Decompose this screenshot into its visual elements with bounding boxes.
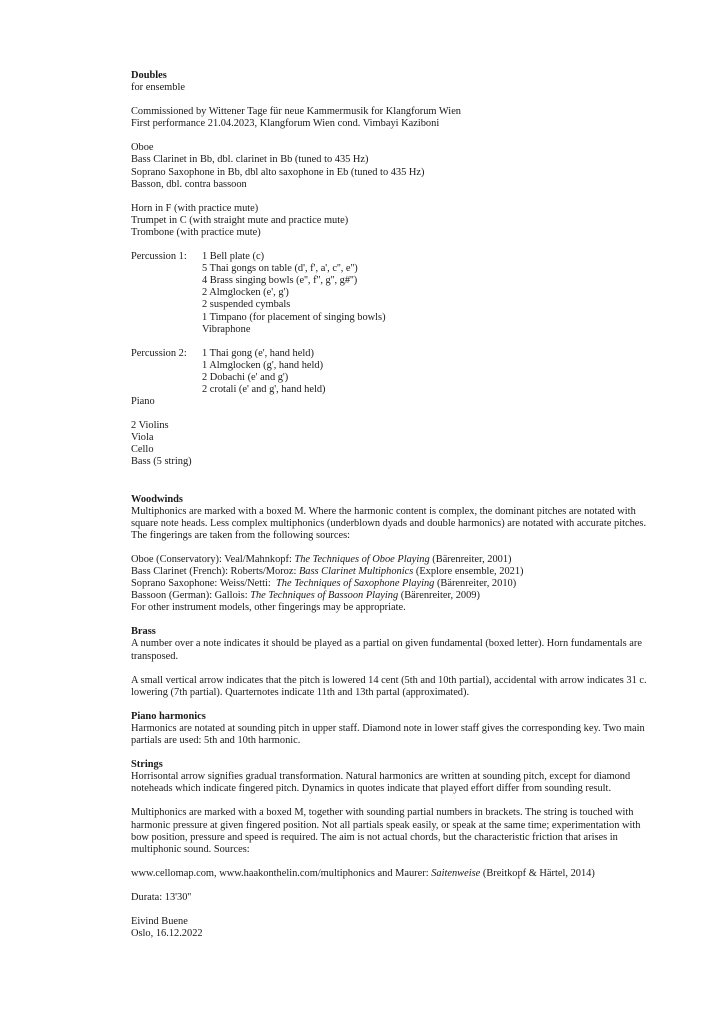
- instrument-line: Viola: [131, 432, 154, 444]
- section-text: Multiphonics are marked with a boxed M, together with sounding partial numbers in brackets. The string is touched with harmonic pressure at given fingered position. Not all partials speak easily, or speak at the same time; experimentation with bow position, pressure and speed is required. The aim is not actual chords, but the characteristic friction that arises in multiphonic sound. Sources:: [131, 807, 641, 855]
- percussion-item: 1 Almglocken (g', hand held): [202, 359, 324, 371]
- section-note: For other instrument models, other fingerings may be appropriate.: [131, 602, 406, 614]
- instrument-line: Oboe: [131, 142, 154, 154]
- instrument-line: Soprano Saxophone in Bb, dbl alto saxophone in Eb (tuned to 435 Hz): [131, 166, 425, 178]
- percussion-item: 4 Brass singing bowls (e'', f'', g'', g#''): [202, 275, 358, 287]
- instrumentation-woodwinds: [131, 142, 651, 190]
- section-heading: Piano harmonics: [131, 710, 206, 722]
- durata: Durata: 13'30'': [131, 891, 192, 903]
- instrument-piano: Piano: [131, 396, 155, 408]
- work-subtitle: for ensemble: [131, 82, 185, 94]
- section-woodwinds: [131, 494, 651, 615]
- section-text: Horrisontal arrow signifies gradual transformation. Natural harmonics are written at sounding pitch, except for diamond noteheads which indicate fingered pitch. Dynamics in quotes indicate that played effort differ from sounding result.: [131, 771, 631, 795]
- percussion-item: 1 Timpano (for placement of singing bowls): [202, 311, 386, 323]
- preface-content: [131, 70, 651, 940]
- section-text: A number over a note indicates it should be played as a partial on given fundamental (boxed letter). Horn fundamentals are transposed.: [131, 638, 642, 662]
- percussion-item: 2 suspended cymbals: [202, 299, 291, 311]
- percussion-item: 2 Almglocken (e', g'): [202, 287, 289, 299]
- percussion-label: Percussion 2:: [131, 347, 187, 359]
- section-brass: [131, 626, 651, 698]
- percussion-item: 1 Thai gong (e', hand held): [202, 347, 314, 359]
- section-piano-harmonics: [131, 711, 651, 747]
- instrument-line: Trumpet in C (with straight mute and practice mute): [131, 214, 349, 226]
- instrument-line: Trombone (with practice mute): [131, 226, 261, 238]
- place-date: Oslo, 16.12.2022: [131, 928, 203, 940]
- percussion-item: 1 Bell plate (c): [202, 251, 265, 263]
- instrument-line: 2 Violins: [131, 420, 169, 432]
- percussion-label: Percussion 1:: [131, 251, 187, 263]
- section-text: Multiphonics are marked with a boxed M. Where the harmonic content is complex, the dominant pitches are notated with square note heads. Less complex multiphonics (underblown dyads and double harmonics) are notated with accurate pitches. The fingerings are taken from the following sources:: [131, 505, 647, 541]
- section-heading: Brass: [131, 626, 156, 638]
- instrument-line: Horn in F (with practice mute): [131, 202, 259, 214]
- percussion-item: 2 crotali (e' and g', hand held): [202, 383, 326, 395]
- instrument-line: Cello: [131, 444, 154, 456]
- source-line: Oboe (Conservatory): Veal/Mahnkopf: The Techniques of Oboe Playing (Bärenreiter, 2001): [131, 553, 512, 565]
- section-strings: [131, 759, 651, 880]
- premiere-line: First performance 21.04.2023, Klangforum Wien cond. Vimbayi Kaziboni: [131, 118, 440, 130]
- instrument-line: Bass Clarinet in Bb, dbl. clarinet in Bb (tuned to 435 Hz): [131, 154, 369, 166]
- percussion-1: [131, 251, 651, 336]
- strings-sources: www.cellomap.com, www.haakonthelin.com/multiphonics and Maurer: Saitenweise (Breitkopf & Härtel, 2014): [131, 867, 595, 879]
- instrumentation-brass: [131, 203, 651, 239]
- section-heading: Woodwinds: [131, 493, 183, 505]
- source-line: Bass Clarinet (French): Roberts/Moroz: Bass Clarinet Multiphonics (Explore ensemble, 2021): [131, 566, 524, 577]
- instrument-line: Bass (5 string): [131, 456, 192, 468]
- percussion-item: Vibraphone: [202, 323, 251, 335]
- percussion-item: 5 Thai gongs on table (d', f', a', c'', e''): [202, 263, 358, 275]
- work-title: Doubles: [131, 70, 167, 81]
- percussion-2: [131, 348, 651, 396]
- percussion-item: 2 Dobachi (e' and g'): [202, 371, 289, 383]
- section-text: Harmonics are notated at sounding pitch in upper staff. Diamond note in lower staff gives the corresponding key. Two main partials are used: 5th and 10th harmonic.: [131, 722, 645, 747]
- section-heading: Strings: [131, 759, 163, 771]
- instrumentation-strings: [131, 420, 651, 468]
- source-line: Soprano Saxophone: Weiss/Netti: The Techniques of Saxophone Playing (Bärenreiter, 2010): [131, 578, 517, 590]
- section-text: A small vertical arrow indicates that the pitch is lowered 14 cent (5th and 10th partial), accidental with arrow indicates 31 c. lowering (7th partial). Quarternotes indicate 11th and 13th partal (approximated).: [131, 674, 647, 698]
- instrument-line: Basson, dbl. contra bassoon: [131, 178, 247, 190]
- source-line: Bassoon (German): Gallois: The Techniques of Bassoon Playing (Bärenreiter, 2009): [131, 590, 480, 602]
- commission-line: Commissioned by Wittener Tage für neue Kammermusik for Klangforum Wien: [131, 106, 461, 118]
- author-name: Eivind Buene: [131, 915, 188, 927]
